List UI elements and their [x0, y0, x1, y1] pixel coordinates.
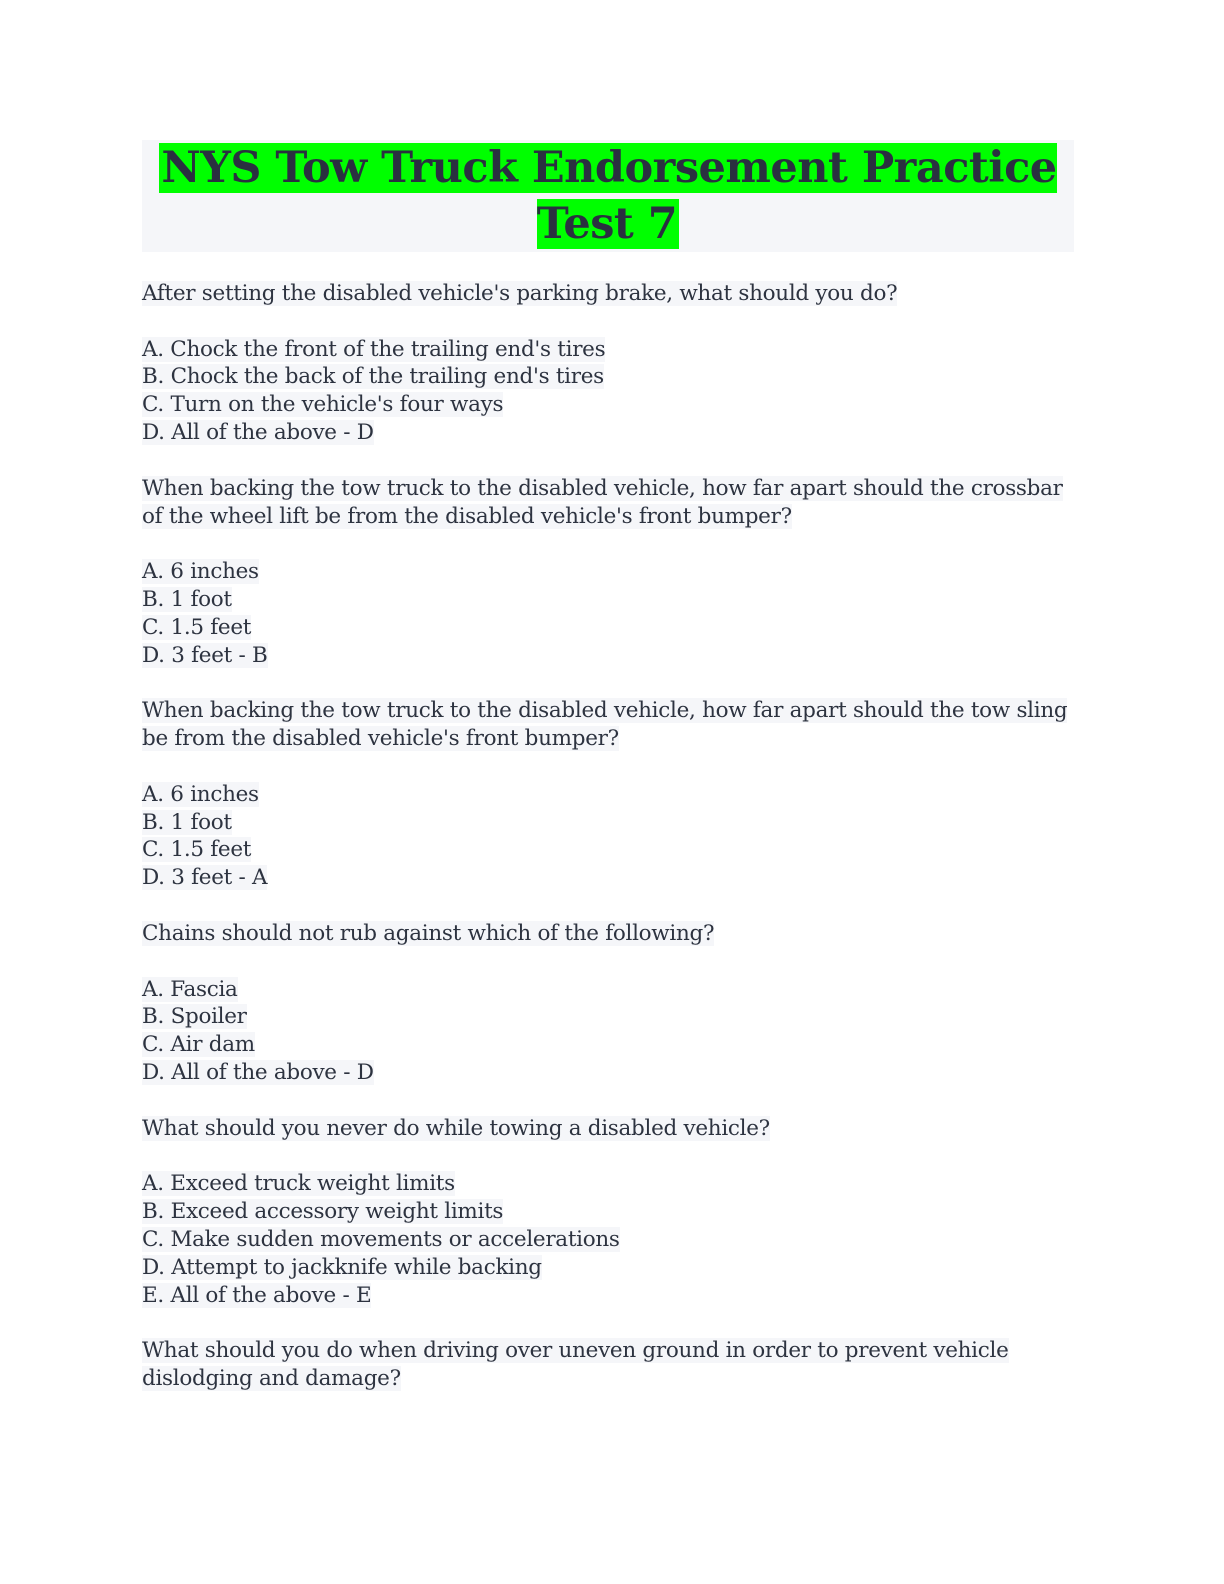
- answer-option: [142, 614, 1074, 642]
- answer-option-text: C. Make sudden movements or accelerations: [142, 1226, 620, 1252]
- question-block: [142, 1337, 1074, 1393]
- title-block: [142, 140, 1074, 252]
- answer-option-text: B. Exceed accessory weight limits: [142, 1199, 504, 1225]
- answer-option: [142, 1031, 1074, 1059]
- question-block: [142, 697, 1074, 892]
- question-text: [142, 1337, 1074, 1393]
- answer-option: [142, 419, 1074, 447]
- question-block: [142, 920, 1074, 1087]
- answer-option-text: D. Attempt to jackknife while backing: [142, 1254, 542, 1280]
- answer-option: [142, 363, 1074, 391]
- answer-option: [142, 836, 1074, 864]
- answer-option: [142, 391, 1074, 419]
- answer-option-text: E. All of the above - E: [142, 1282, 372, 1308]
- answer-option: [142, 1059, 1074, 1087]
- answer-option-text: D. 3 feet - A: [142, 865, 268, 891]
- answer-option: [142, 1226, 1074, 1254]
- question-text: [142, 697, 1074, 753]
- answer-option: [142, 1282, 1074, 1310]
- answer-options: [142, 558, 1074, 669]
- question-text: [142, 920, 1074, 948]
- answer-option: [142, 558, 1074, 586]
- answer-option: [142, 1254, 1074, 1282]
- answer-option-text: D. All of the above - D: [142, 419, 374, 445]
- question-text: [142, 475, 1074, 531]
- answer-option-text: B. Spoiler: [142, 1004, 247, 1030]
- question-text-content: When backing the tow truck to the disabled vehicle, how far apart should the tow sling be from the disabled vehicle's front bumper?: [142, 698, 1068, 752]
- answer-option: [142, 781, 1074, 809]
- question-text-content: After setting the disabled vehicle's parking brake, what should you do?: [142, 281, 898, 306]
- question-text: [142, 280, 1074, 308]
- answer-option-text: A. Exceed truck weight limits: [142, 1171, 455, 1197]
- answer-option-text: B. Chock the back of the trailing end's tires: [142, 364, 604, 390]
- answer-option-text: D. All of the above - D: [142, 1059, 374, 1085]
- answer-option-text: A. Fascia: [142, 976, 238, 1002]
- answer-option: [142, 976, 1074, 1004]
- answer-option: [142, 642, 1074, 670]
- question-text-content: Chains should not rub against which of the following?: [142, 920, 715, 946]
- answer-options: [142, 781, 1074, 892]
- answer-option: [142, 1198, 1074, 1226]
- answer-option-text: C. 1.5 feet: [142, 837, 252, 863]
- answer-options: [142, 976, 1074, 1087]
- answer-option-text: A. Chock the front of the trailing end's tires: [142, 336, 606, 362]
- answer-option-text: C. Air dam: [142, 1032, 255, 1058]
- answer-option-text: C. Turn on the vehicle's four ways: [142, 392, 504, 418]
- question-block: [142, 280, 1074, 447]
- answer-options: [142, 336, 1074, 447]
- question-block: [142, 475, 1074, 670]
- document-page: [142, 140, 1074, 1421]
- answer-option-text: C. 1.5 feet: [142, 614, 252, 640]
- answer-option: [142, 809, 1074, 837]
- question-block: [142, 1115, 1074, 1310]
- answer-option: [142, 1170, 1074, 1198]
- answer-option-text: B. 1 foot: [142, 809, 232, 835]
- question-text-content: When backing the tow truck to the disabled vehicle, how far apart should the crossbar of the wheel lift be from the disabled vehicle's front bumper?: [142, 475, 1063, 529]
- question-text-content: What should you do when driving over uneven ground in order to prevent vehicle dislodging and damage?: [142, 1338, 1009, 1392]
- answer-option-text: B. 1 foot: [142, 586, 232, 612]
- question-text-content: What should you never do while towing a disabled vehicle?: [142, 1115, 770, 1141]
- question-list: [142, 280, 1074, 1393]
- answer-option-text: A. 6 inches: [142, 781, 259, 807]
- answer-option-text: D. 3 feet - B: [142, 642, 268, 668]
- answer-option: [142, 586, 1074, 614]
- answer-option: [142, 864, 1074, 892]
- answer-option-text: A. 6 inches: [142, 559, 259, 585]
- answer-option: [142, 1003, 1074, 1031]
- question-text: [142, 1115, 1074, 1143]
- answer-options: [142, 1170, 1074, 1309]
- answer-option: [142, 336, 1074, 364]
- page-title: NYS Tow Truck Endorsement Practice Test 7: [161, 143, 1057, 249]
